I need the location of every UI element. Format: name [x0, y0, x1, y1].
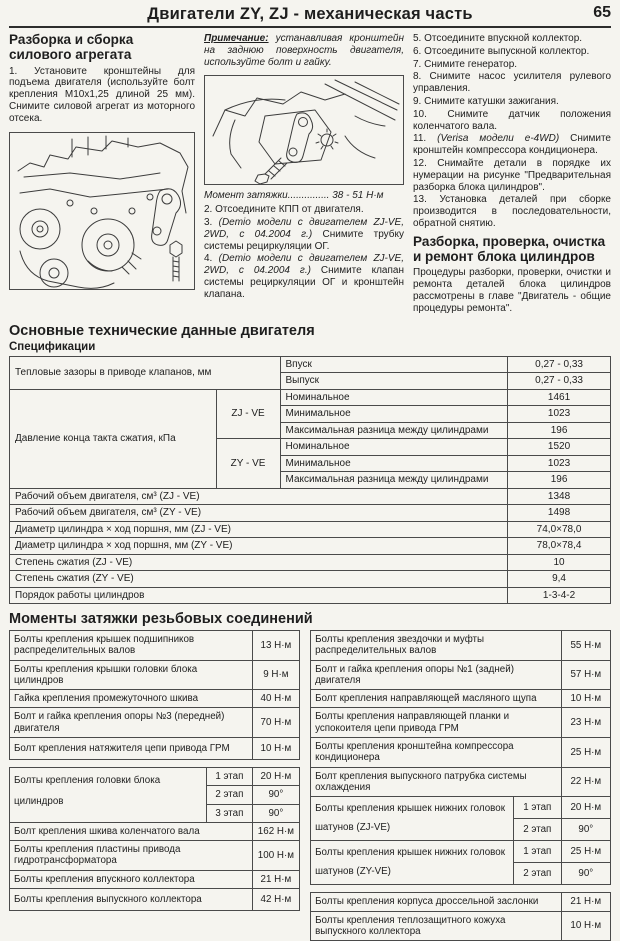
table-row: [10, 767, 300, 785]
torque-stage: 1 этап: [514, 797, 562, 819]
torque-value: 21 Н·м: [252, 870, 299, 888]
torque-label: Болты крепления корпуса дроссельной заслонки: [311, 893, 562, 911]
table-row: [10, 888, 300, 910]
torque-value: 57 Н·м: [561, 660, 610, 690]
torque-label: Болты крепления головки блока цилиндров: [10, 767, 207, 822]
table-row: [10, 538, 611, 555]
torque-label: Болты крепления звездочки и муфты распределительных валов: [311, 631, 562, 661]
torque-value: 25 Н·м: [561, 737, 610, 767]
table-row: [311, 708, 611, 738]
table-row: [10, 690, 300, 708]
page-number: 65: [593, 4, 611, 21]
block-repair-text: Процедуры разборки, проверки, очистки и ремонта деталей блока цилиндров рассмотрены в главе "Двигатель - общие процедуры ремонта".: [413, 267, 611, 314]
table-row: [10, 660, 300, 690]
torque-label: Болты крепления крышек нижних головок шатунов (ZY-VE): [311, 841, 514, 885]
torque-note-value: 38 - 51 Н·м: [332, 190, 384, 202]
step-3-text: Снимите трубку системы рециркуляции ОГ.: [204, 228, 404, 252]
heading-block-repair: Разборка, проверка, очистка и ремонт блока цилиндров: [413, 233, 606, 264]
engine-front-illustration: [9, 132, 195, 290]
table-row: [10, 841, 300, 871]
spec-sub: Минимальное: [280, 455, 508, 472]
table-row: [311, 797, 611, 819]
torque-label: Болты крепления впускного коллектора: [10, 870, 253, 888]
page-header: [9, 5, 611, 28]
step-4-number: 4.: [204, 253, 213, 265]
torque-value: 55 Н·м: [561, 631, 610, 661]
torque-note-label: Момент затяжки: [204, 190, 288, 202]
step-2: 2. Отсоедините КПП от двигателя.: [204, 204, 364, 216]
spec-sub-intake: Впуск: [280, 356, 508, 373]
table-row: [311, 767, 611, 797]
torque-stage: 2 этап: [207, 786, 253, 804]
table-row: [311, 631, 611, 661]
rear-bracket-drawing: [205, 76, 403, 184]
torque-column-right: [310, 630, 611, 941]
torque-stage: 1 этап: [207, 767, 253, 785]
step-11-model-note: (Verisa модели е-4WD): [437, 133, 560, 145]
torque-label: Болт крепления направляющей масляного щупа: [311, 690, 562, 708]
spec-label: Диаметр цилиндра × ход поршня, мм (ZJ - VE): [10, 521, 508, 538]
heading-disassembly: Разборка и сборка силового агрегата: [9, 32, 134, 62]
torque-value: 25 Н·м: [561, 841, 610, 863]
column-steps: [413, 33, 611, 316]
torque-value: 90°: [252, 786, 299, 804]
torque-label: Болты крепления выпускного коллектора: [10, 888, 253, 910]
spec-label: Рабочий объем двигателя, см³ (ZJ - VE): [10, 488, 508, 505]
step-1: 1. Установите кронштейны для подъема двигателя (используйте болт крепления М10х1,25 длиной 25 мм). Снимите силовой агрегат из моторного отсека.: [9, 65, 195, 124]
spec-label: Диаметр цилиндра × ход поршня, мм (ZY - VE): [10, 538, 508, 555]
spec-sub-exhaust: Выпуск: [280, 373, 508, 390]
torque-table-right-b: [310, 892, 611, 941]
torque-stage: 3 этап: [207, 804, 253, 822]
table-row: [10, 737, 300, 759]
spec-value: 1461: [508, 389, 611, 406]
spec-value: 1-3-4-2: [508, 587, 611, 604]
section-title-torques: Моменты затяжки резьбовых соединений: [9, 611, 313, 628]
torque-label: Болты крепления направляющей планки и успокоителя цепи привода ГРМ: [311, 708, 562, 738]
torque-label: Болты крепления крышки головки блока цилиндров: [10, 660, 253, 690]
step-3-model-note: (Demio модели с двигателем ZJ-VE, 2WD, с 04.2004 г.): [204, 216, 404, 240]
step-10: 10. Снимите датчик положения коленчатого вала.: [413, 108, 611, 132]
torque-label: Болт и гайка крепления опоры №1 (задней) двигателя: [311, 660, 562, 690]
torque-value: 42 Н·м: [252, 888, 299, 910]
engine-front-drawing: [10, 133, 194, 289]
table-row: [311, 690, 611, 708]
spec-label-compression: Давление конца такта сжатия, кПа: [10, 389, 217, 488]
torque-stage: 2 этап: [514, 819, 562, 841]
torque-label: Болты крепления кронштейна компрессора кондиционера: [311, 737, 562, 767]
spec-label: Степень сжатия (ZY - VE): [10, 571, 508, 588]
torque-label: Болты крепления пластины привода гидротрансформатора: [10, 841, 253, 871]
step-3-number: 3.: [204, 216, 213, 228]
torque-value: 40 Н·м: [252, 690, 299, 708]
table-row: [311, 911, 611, 941]
torque-table-left-b: [9, 767, 300, 911]
step-4: [204, 253, 404, 300]
table-row: [311, 893, 611, 911]
torque-label: Болты крепления крышек нижних головок шатунов (ZJ-VE): [311, 797, 514, 841]
spec-value: 74,0×78,0: [508, 521, 611, 538]
table-row: [10, 708, 300, 738]
table-row: [10, 521, 611, 538]
spec-sub: Максимальная разница между цилиндрами: [280, 422, 508, 439]
step-7: 7. Снимите генератор.: [413, 58, 518, 70]
spec-sub: Номинальное: [280, 389, 508, 406]
step-13: 13. Установка деталей при сборке производится в последовательности, обратной снятию.: [413, 194, 611, 229]
torque-value: 23 Н·м: [561, 708, 610, 738]
torque-label: Болт крепления натяжителя цепи привода ГРМ: [10, 737, 253, 759]
table-row: [10, 822, 300, 840]
torque-value: 20 Н·м: [252, 767, 299, 785]
step-11-text: Снимите кронштейн компрессора кондиционера.: [413, 133, 611, 157]
note-paragraph: [204, 33, 404, 68]
torque-table-right-a: [310, 630, 611, 885]
spec-sub: Минимальное: [280, 406, 508, 423]
table-row: [10, 505, 611, 522]
table-row: [10, 356, 611, 373]
spec-value: 1023: [508, 455, 611, 472]
table-row: [10, 571, 611, 588]
spec-value: 196: [508, 472, 611, 489]
spec-table: [9, 356, 611, 605]
note-text: устанавливая кронштейн на заднюю поверхность двигателя, используйте болт и гайку.: [204, 33, 404, 68]
spec-label: Степень сжатия (ZJ - VE): [10, 554, 508, 571]
torque-label: Болт и гайка крепления опоры №3 (передней) двигателя: [10, 708, 253, 738]
spec-value: 1498: [508, 505, 611, 522]
step-11-number: 11.: [413, 133, 427, 145]
torque-tables: [9, 630, 611, 941]
torque-value: 10 Н·м: [252, 737, 299, 759]
torque-value: 162 Н·м: [252, 822, 299, 840]
top-columns: [9, 33, 611, 316]
spec-value: 196: [508, 422, 611, 439]
torque-value: 20 Н·м: [561, 797, 610, 819]
subsection-title-specs: Спецификации: [9, 340, 96, 353]
spec-value: 0,27 - 0,33: [508, 356, 611, 373]
table-row: [10, 631, 300, 661]
torque-value: 90°: [561, 863, 610, 885]
torque-label: Болты крепления теплозащитного кожуха выпускного коллектора: [311, 911, 562, 941]
spec-label-valve-gap: Тепловые зазоры в приводе клапанов, мм: [10, 356, 281, 389]
table-row: [311, 841, 611, 863]
page-title: Двигатели ZY, ZJ - механическая часть: [147, 5, 473, 23]
spec-value: 1348: [508, 488, 611, 505]
torque-value: 22 Н·м: [561, 767, 610, 797]
table-row: [10, 488, 611, 505]
torque-value: 10 Н·м: [561, 690, 610, 708]
note-label: Примечание:: [204, 33, 269, 44]
torque-value: 100 Н·м: [252, 841, 299, 871]
spec-value: 78,0×78,4: [508, 538, 611, 555]
step-12: 12. Снимайте детали в порядке их нумерации на рисунке "Предварительная разборка блока цилиндров".: [413, 157, 611, 193]
table-row: [311, 660, 611, 690]
torque-value: 10 Н·м: [561, 911, 610, 941]
torque-note-leader: ...............: [287, 190, 330, 202]
spec-value: 10: [508, 554, 611, 571]
table-row: [10, 587, 611, 604]
spec-label: Рабочий объем двигателя, см³ (ZY - VE): [10, 505, 508, 522]
torque-value: 70 Н·м: [252, 708, 299, 738]
engine-rear-illustration: [204, 75, 404, 185]
torque-note-line: [204, 190, 404, 202]
column-note: [204, 33, 404, 316]
step-4-text: Снимите клапан системы рециркуляции ОГ и кронштейн клапана.: [204, 265, 404, 300]
step-4-model-note: (Demio модели с двигателем ZJ-VE, 2WD, с 04.2004 г.): [204, 253, 404, 277]
table-row: [10, 870, 300, 888]
spec-sub: Максимальная разница между цилиндрами: [280, 472, 508, 489]
step-11: [413, 133, 611, 157]
spec-value: 9,4: [508, 571, 611, 588]
torque-label: Болты крепления крышек подшипников распределительных валов: [10, 631, 253, 661]
spec-engine-zj: ZJ - VE: [216, 389, 280, 439]
table-row: [10, 554, 611, 571]
section-title-specs: Основные технические данные двигателя: [9, 322, 315, 339]
torque-value: 21 Н·м: [561, 893, 610, 911]
torque-table-left-a: [9, 630, 300, 760]
torque-value: 90°: [252, 804, 299, 822]
torque-value: 13 Н·м: [252, 631, 299, 661]
step-5: 5. Отсоедините впускной коллектор.: [413, 33, 583, 44]
torque-column-left: [9, 630, 300, 911]
column-disassembly: [9, 33, 195, 316]
torque-label: Болт крепления шкива коленчатого вала: [10, 822, 253, 840]
table-row: [311, 737, 611, 767]
torque-value: 9 Н·м: [252, 660, 299, 690]
step-8: 8. Снимите насос усилителя рулевого управления.: [413, 71, 611, 95]
step-9: 9. Снимите катушки зажигания.: [413, 95, 559, 107]
spec-value: 1520: [508, 439, 611, 456]
spec-value: 0,27 - 0,33: [508, 373, 611, 390]
step-3: [204, 217, 404, 252]
spec-engine-zy: ZY - VE: [216, 439, 280, 489]
step-6: 6. Отсоедините выпускной коллектор.: [413, 45, 590, 57]
torque-label: Гайка крепления промежуточного шкива: [10, 690, 253, 708]
table-row: [10, 389, 611, 406]
torque-value: 90°: [561, 819, 610, 841]
torque-label: Болт крепления выпускного патрубка системы охлаждения: [311, 767, 562, 797]
torque-stage: 1 этап: [514, 841, 562, 863]
torque-stage: 2 этап: [514, 863, 562, 885]
spec-value: 1023: [508, 406, 611, 423]
spec-sub: Номинальное: [280, 439, 508, 456]
spec-label: Порядок работы цилиндров: [10, 587, 508, 604]
